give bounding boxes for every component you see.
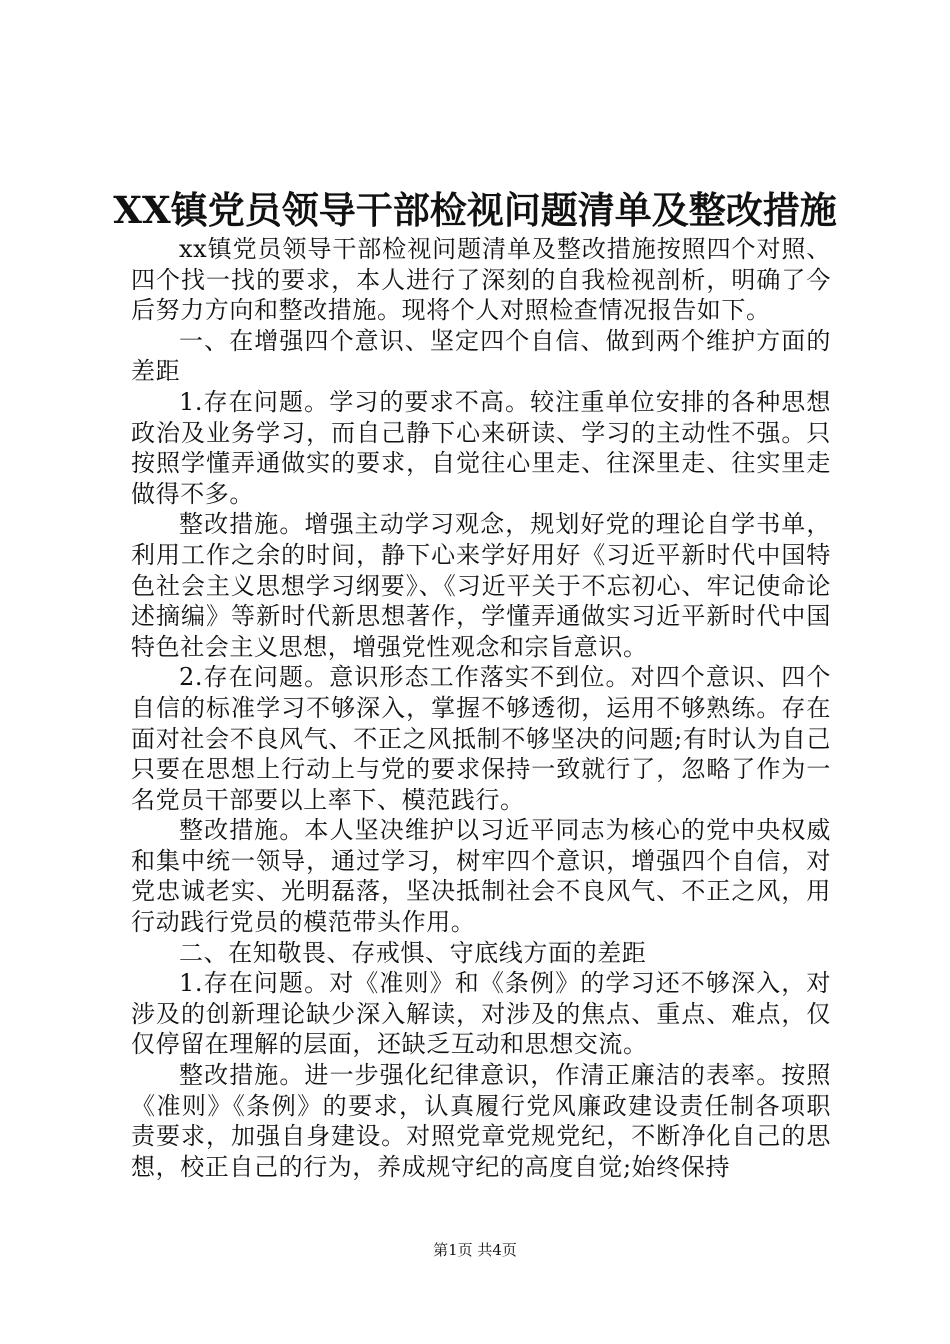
paragraph-measure-2-1: 整改措施。进一步强化纪律意识，作清正廉洁的表率。按照《准则》《条例》的要求，认真履行党风廉政建设责任制各项职责要求，加强自身建设。对照党章党规党纪，不断净化自己的思想，校正自己的行为，养成规守纪的高度自觉;始终保持 <box>131 1061 831 1181</box>
section-heading-1: 一、在增强四个意识、坚定四个自信、做到两个维护方面的差距 <box>131 326 831 386</box>
page-number-footer: 第1页 共4页 <box>433 1241 517 1259</box>
paragraph-problem-1-2: 2.存在问题。意识形态工作落实不到位。对四个意识、四个自信的标准学习不够深入，掌握不够透彻，运用不够熟练。存在面对社会不良风气、不正之风抵制不够坚决的问题;有时认为自己只要在思想上行动上与党的要求保持一致就行了，忽略了作为一名党员干部要以上率下、模范践行。 <box>131 663 831 814</box>
document-body <box>131 234 831 1182</box>
page-title: XX镇党员领导干部检视问题清单及整改措施 <box>113 188 837 232</box>
paragraph-measure-1-2: 整改措施。本人坚决维护以习近平同志为核心的党中央权威和集中统一领导，通过学习，树牢四个意识，增强四个自信，对党忠诚老实、光明磊落，坚决抵制社会不良风气、不正之风，用行动践行党员的模范带头作用。 <box>131 816 831 937</box>
paragraph-measure-1-1: 整改措施。增强主动学习观念，规划好党的理论自学书单，利用工作之余的时间，静下心来学好用好《习近平新时代中国特色社会主义思想学习纲要》、《习近平关于不忘初心、牢记使命论述摘编》等新时代新思想著作，学懂弄通做实习近平新时代中国特色社会主义思想，增强党性观念和宗旨意识。 <box>131 510 831 661</box>
paragraph-problem-1-1: 1.存在问题。学习的要求不高。较注重单位安排的各种思想政治及业务学习，而自己静下心来研读、学习的主动性不强。只按照学懂弄通做实的要求，自觉往心里走、往深里走、往实里走做得不多。 <box>131 387 831 508</box>
section-heading-2: 二、在知敬畏、存戒惧、守底线方面的差距 <box>179 938 647 967</box>
paragraph-problem-2-1: 1.存在问题。对《准则》和《条例》的学习还不够深入，对涉及的创新理论缺少深入解读，对涉及的焦点、重点、难点，仅仅停留在理解的层面，还缺乏互动和思想交流。 <box>131 969 831 1059</box>
paragraph-intro: xx镇党员领导干部检视问题清单及整改措施按照四个对照、四个找一找的要求，本人进行了深刻的自我检视剖析，明确了今后努力方向和整改措施。现将个人对照检查情况报告如下。 <box>131 235 831 325</box>
